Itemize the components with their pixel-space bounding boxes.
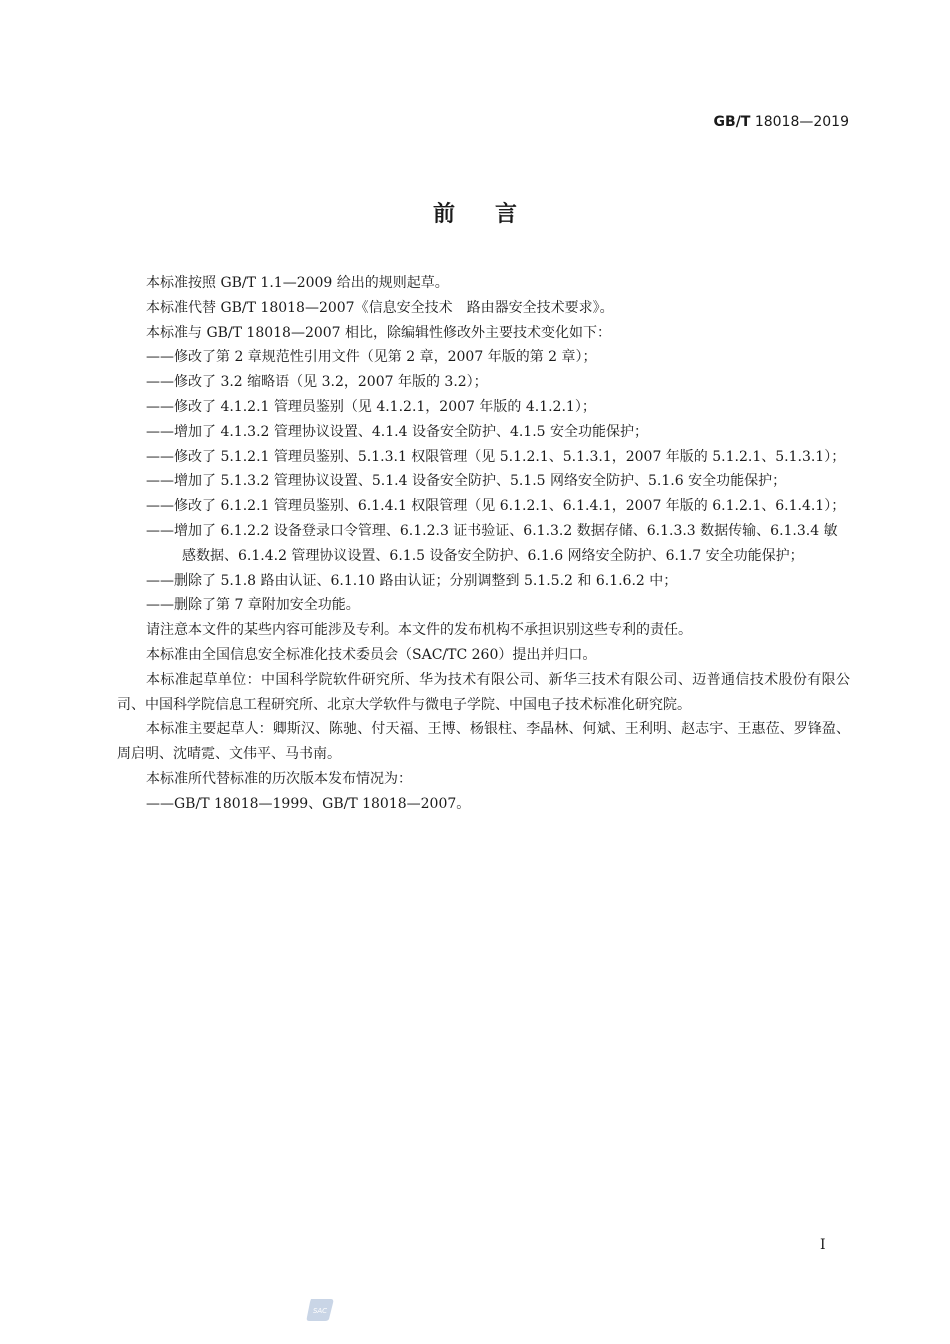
- standard-code: 18018—2019: [754, 114, 849, 130]
- paragraph-patent-notice: 请注意本文件的某些内容可能涉及专利。本文件的发布机构不承担识别这些专利的责任。: [146, 622, 692, 639]
- change-item: ——修改了 6.1.2.1 管理员鉴别、6.1.4.1 权限管理（见 6.1.2.1、6.1.4.1，2007 年版的 6.1.2.1、6.1.4.1）；: [146, 498, 846, 515]
- paragraph-proposer: 本标准由全国信息安全标准化技术委员会（SAC/TC 260）提出并归口。: [146, 646, 597, 663]
- paragraph-replaces: 本标准代替 GB/T 18018—2007《信息安全技术 路由器安全技术要求》。: [146, 299, 614, 316]
- paragraph-changes-intro: 本标准与 GB/T 18018—2007 相比，除编辑性修改外主要技术变化如下：: [146, 324, 612, 341]
- standard-prefix: GB/T: [713, 114, 751, 130]
- page-title: 前言: [432, 202, 557, 227]
- change-item: ——修改了第 2 章规范性引用文件（见第 2 章，2007 年版的第 2 章）；: [146, 349, 597, 366]
- page-number: Ⅰ: [820, 1237, 826, 1253]
- paragraph-drafting-rules: 本标准按照 GB/T 1.1—2009 给出的规则起草。: [146, 275, 449, 291]
- change-item: ——修改了 4.1.2.1 管理员鉴别（见 4.1.2.1，2007 年版的 4.1.2.1）；: [146, 398, 596, 415]
- change-item: ——修改了 3.2 缩略语（见 3.2，2007 年版的 3.2）；: [146, 374, 488, 391]
- standard-number: [714, 114, 849, 130]
- paragraph-drafters: 本标准主要起草人：卿斯汉、陈驰、付天福、王博、杨银柱、李晶林、何斌、王利明、赵志宇、王惠莅、罗锋盈、周启明、沈晴霓、文伟平、马书南。: [117, 721, 850, 763]
- paragraph-drafting-units: 本标准起草单位：中国科学院软件研究所、华为技术有限公司、新华三技术有限公司、迈普通信技术股份有限公司、中国科学院信息工程研究所、北京大学软件与微电子学院、中国电子技术标准化研究院。: [117, 671, 850, 713]
- change-item: ——删除了第 7 章附加安全功能。: [146, 597, 360, 614]
- change-item: ——增加了 5.1.3.2 管理协议设置、5.1.4 设备安全防护、5.1.5 网络安全防护、5.1.6 安全功能保护；: [146, 473, 787, 490]
- change-item: ——增加了 4.1.3.2 管理协议设置、4.1.4 设备安全防护、4.1.5 安全功能保护；: [146, 423, 649, 440]
- sac-logo-icon: [305, 1297, 335, 1323]
- sac-logo-text: SAC: [312, 1307, 328, 1315]
- history-item: ——GB/T 18018—1999、GB/T 18018—2007。: [146, 795, 471, 812]
- change-item: ——删除了 5.1.8 路由认证、6.1.10 路由认证；分别调整到 5.1.5.2 和 6.1.6.2 中；: [146, 572, 678, 589]
- change-item: ——增加了 6.1.2.2 设备登录口令管理、6.1.2.3 证书验证、6.1.3.2 数据存储、6.1.3.3 数据传输、6.1.3.4 敏感数据、6.1.4.2 管理协议设置、6.1.5 设备安全防护、6.1.6 网络安全防护、6.1.7 安全功能保护；: [146, 522, 838, 564]
- change-item: ——修改了 5.1.2.1 管理员鉴别、5.1.3.1 权限管理（见 5.1.2.1、5.1.3.1，2007 年版的 5.1.2.1、5.1.3.1）；: [146, 448, 846, 465]
- paragraph-history-intro: 本标准所代替标准的历次版本发布情况为：: [146, 770, 412, 787]
- document-body: [117, 271, 850, 817]
